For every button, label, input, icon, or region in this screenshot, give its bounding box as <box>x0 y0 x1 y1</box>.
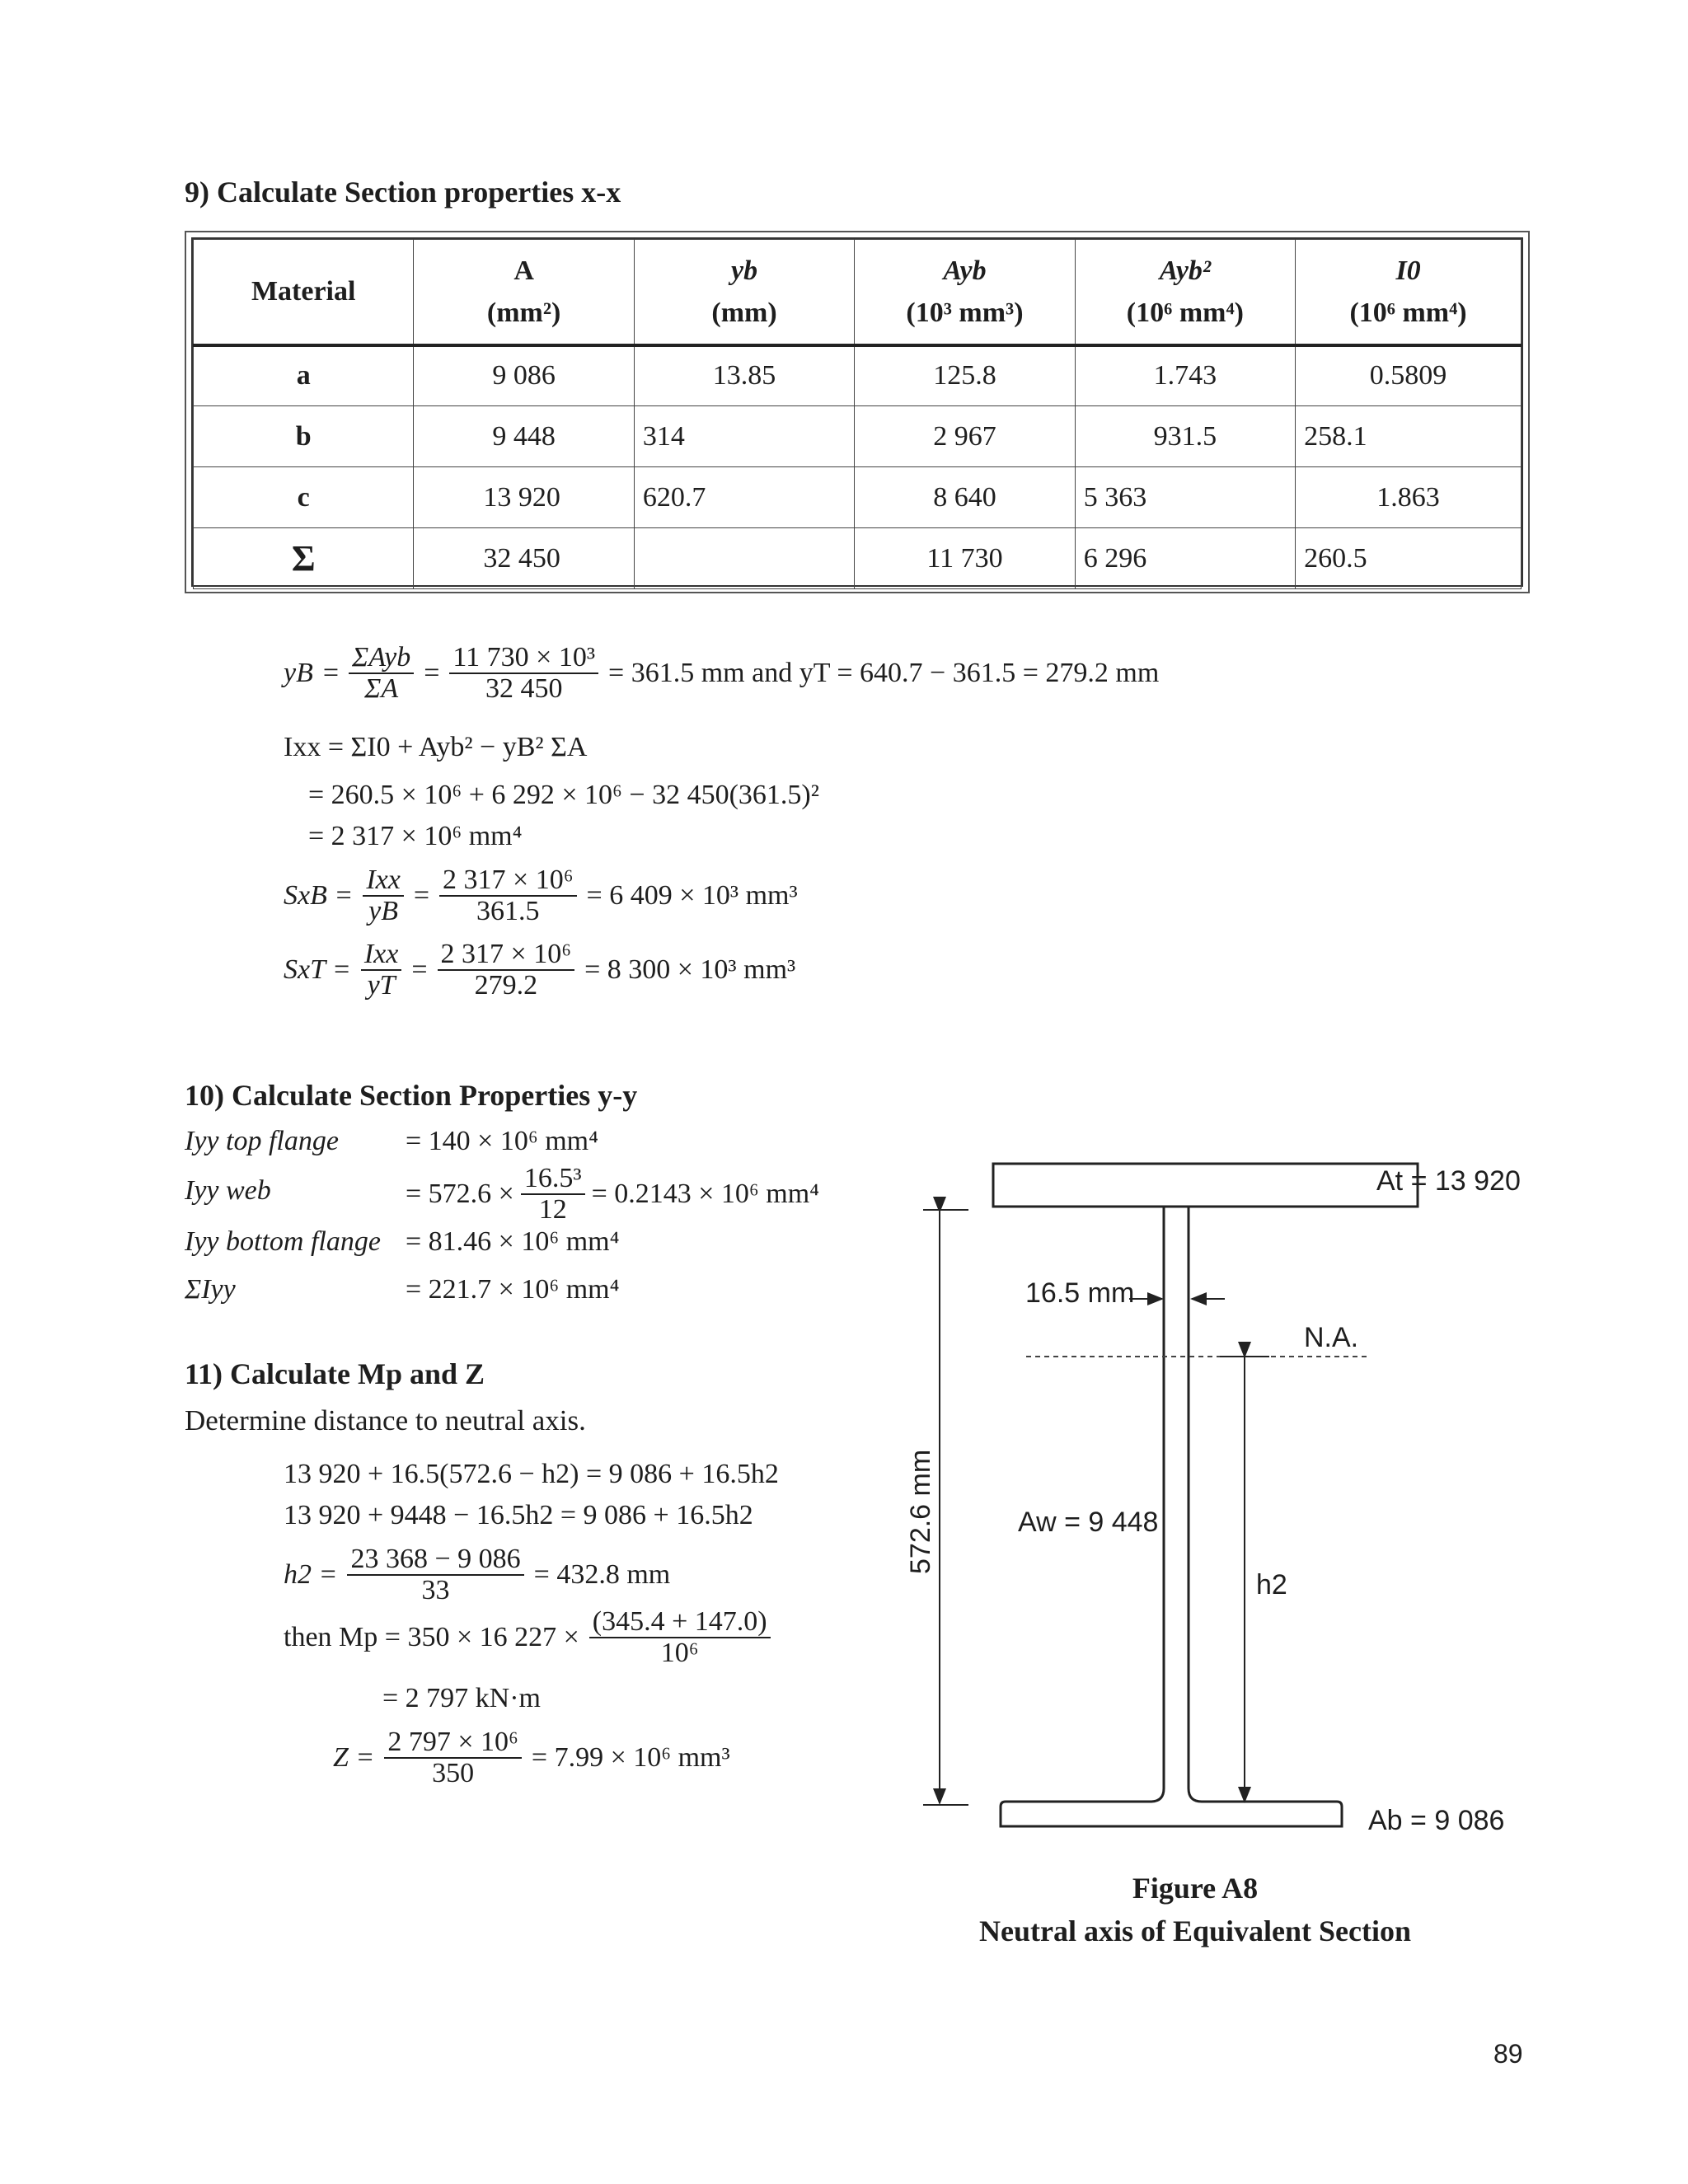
section10-heading: 10) Calculate Section Properties y-y <box>185 1079 638 1112</box>
cell-yb <box>634 528 854 589</box>
label-bottom-area: Ab = 9 086 <box>1368 1805 1505 1836</box>
equation-yB: yB = $\frac{\text{ΣAyb}}{\Sigma A}$ = $\frac{\text{11 730 × 10³}}{32 450}$ = 361.5 mm and yT = 640.7 − 361.5 = 279.2 mm <box>284 642 1160 704</box>
table-row <box>194 467 1522 528</box>
label-h2: h2 <box>1256 1569 1287 1601</box>
cell-ayb: 125.8 <box>855 345 1075 406</box>
equation-h2: h2 = $\frac{23 368 - 9 086}{33}$ = 432.8 mm <box>284 1544 671 1605</box>
cell-ayb: 2 967 <box>855 406 1075 467</box>
fraction: $\frac{\text{2 317 × 10⁶}}{361.5}$ <box>439 865 577 926</box>
cell-area: 13 920 <box>414 467 634 528</box>
cell-area: 9 448 <box>414 406 634 467</box>
fraction: $\frac{(345.4 + 147.0)}{\text{10⁶}}$ <box>589 1607 771 1667</box>
cell-i0: 258.1 <box>1296 406 1522 467</box>
table-row-sum <box>194 528 1522 589</box>
iyy-top-flange-value: = 140 × 10⁶ mm⁴ <box>406 1126 598 1156</box>
fraction: $\frac{\text{Ixx}}{yT}$ <box>361 940 402 1000</box>
iyy-web-value: = 572.6 × $\frac{\text{16.5³}}{12}$ = 0.2143 × 10⁶ mm⁴ <box>406 1163 820 1225</box>
equation-na-2: 13 920 + 9448 − 16.5h2 = 9 086 + 16.5h2 <box>284 1500 753 1530</box>
fraction: $\frac{\text{ΣAyb}}{\Sigma A}$ <box>349 643 414 703</box>
label-web-thickness: 16.5 mm <box>1025 1277 1135 1309</box>
equation-SxT: SxT = $\frac{\text{Ixx}}{yT}$ = $\frac{\text{2 317 × 10⁶}}{279.2}$ = 8 300 × 10³ mm³ <box>284 939 796 1001</box>
cell-i0: 0.5809 <box>1296 345 1522 406</box>
cell-area: 32 450 <box>414 528 634 589</box>
fraction: $\frac{\text{2 797 × 10⁶}}{350}$ <box>384 1727 522 1788</box>
label-web-area: Aw = 9 448 <box>1018 1507 1159 1538</box>
sum-iyy-label: ΣIyy <box>185 1274 236 1305</box>
section11-intro: Determine distance to neutral axis. <box>185 1404 586 1436</box>
figure-caption-subtitle: Neutral axis of Equivalent Section <box>978 1915 1411 1947</box>
figure-caption-title: Figure A8 <box>1132 1872 1259 1905</box>
table-header-row <box>194 240 1522 345</box>
label-neutral-axis: N.A. <box>1304 1322 1359 1353</box>
eq-yB-rhs: = 361.5 mm and yT = 640.7 − 361.5 = 279.2 mm <box>608 657 1160 688</box>
label-top-area: At = 13 920 <box>1376 1165 1521 1197</box>
cell-material: Σ <box>194 528 414 589</box>
eq-yB-lhs: yB <box>284 657 313 688</box>
header-i0: I0 (10⁶ mm⁴) <box>1296 240 1522 345</box>
equation-ixx-line1: Ixx = ΣI0 + Ayb² − yB² ΣA <box>284 732 588 762</box>
cell-yb: 13.85 <box>634 345 854 406</box>
cell-ayb2: 931.5 <box>1075 406 1295 467</box>
table-row <box>194 345 1522 406</box>
header-yb: yb (mm) <box>634 240 854 345</box>
header-ayb: Ayb (10³ mm³) <box>855 240 1075 345</box>
cell-ayb2: 1.743 <box>1075 345 1295 406</box>
eq-SxT-lhs: SxT = <box>284 954 351 985</box>
eq-SxT-rhs: = 8 300 × 10³ mm³ <box>584 954 796 985</box>
iyy-top-flange-label: Iyy top flange <box>185 1126 339 1156</box>
equation-mp: then Mp = 350 × 16 227 × $\frac{(345.4 + 147.0)}{\text{10⁶}}$ <box>284 1607 771 1667</box>
equation-mp-result: = 2 797 kN·m <box>382 1683 541 1713</box>
cell-yb: 314 <box>634 406 854 467</box>
equation-na-1: 13 920 + 16.5(572.6 − h2) = 9 086 + 16.5h2 <box>284 1459 779 1489</box>
equation-ixx-line3: = 2 317 × 10⁶ mm⁴ <box>308 821 523 851</box>
fraction: $\frac{\text{Ixx}}{yB}$ <box>363 865 404 926</box>
cell-i0: 260.5 <box>1296 528 1522 589</box>
section-properties-table <box>185 231 1530 593</box>
cell-yb: 620.7 <box>634 467 854 528</box>
header-material: Material <box>194 240 414 345</box>
fraction: $\frac{23 368 - 9 086}{33}$ <box>347 1544 523 1605</box>
fraction: $\frac{\text{16.5³}}{12}$ <box>521 1164 585 1224</box>
table-row <box>194 406 1522 467</box>
label-depth: 572.6 mm <box>905 1449 936 1574</box>
cell-material: c <box>194 467 414 528</box>
cell-ayb: 8 640 <box>855 467 1075 528</box>
fraction: $\frac{\text{2 317 × 10⁶}}{279.2}$ <box>438 940 575 1000</box>
eq-SxB-lhs: SxB = <box>284 879 354 911</box>
equation-ixx-line2: = 260.5 × 10⁶ + 6 292 × 10⁶ − 32 450(361.5)² <box>308 780 819 810</box>
cell-ayb2: 5 363 <box>1075 467 1295 528</box>
eq-SxB-rhs: = 6 409 × 10³ mm³ <box>586 879 798 911</box>
iyy-web-label: Iyy web <box>185 1175 271 1206</box>
equation-z: Z = $\frac{\text{2 797 × 10⁶}}{350}$ = 7.99 × 10⁶ mm³ <box>333 1727 730 1788</box>
cell-material: b <box>194 406 414 467</box>
cell-i0: 1.863 <box>1296 467 1522 528</box>
fraction: $\frac{\text{11 730 × 10³}}{32 450}$ <box>449 643 598 703</box>
page-number: 89 <box>1493 2039 1523 2069</box>
sum-iyy-value: = 221.7 × 10⁶ mm⁴ <box>406 1274 620 1305</box>
cell-ayb2: 6 296 <box>1075 528 1295 589</box>
top-flange <box>993 1164 1418 1207</box>
iyy-bottom-flange-label: Iyy bottom flange <box>185 1226 381 1257</box>
cell-ayb: 11 730 <box>855 528 1075 589</box>
section9-heading: 9) Calculate Section properties x-x <box>185 176 621 209</box>
i-beam-diagram <box>890 1137 1550 1854</box>
section11-heading: 11) Calculate Mp and Z <box>185 1357 485 1390</box>
equation-SxB: SxB = $\frac{\text{Ixx}}{yB}$ = $\frac{\text{2 317 × 10⁶}}{361.5}$ = 6 409 × 10³ mm³ <box>284 865 798 926</box>
header-ayb2: Ayb² (10⁶ mm⁴) <box>1075 240 1295 345</box>
cell-area: 9 086 <box>414 345 634 406</box>
header-area: A (mm²) <box>414 240 634 345</box>
iyy-bottom-flange-value: = 81.46 × 10⁶ mm⁴ <box>406 1226 620 1257</box>
cell-material: a <box>194 345 414 406</box>
